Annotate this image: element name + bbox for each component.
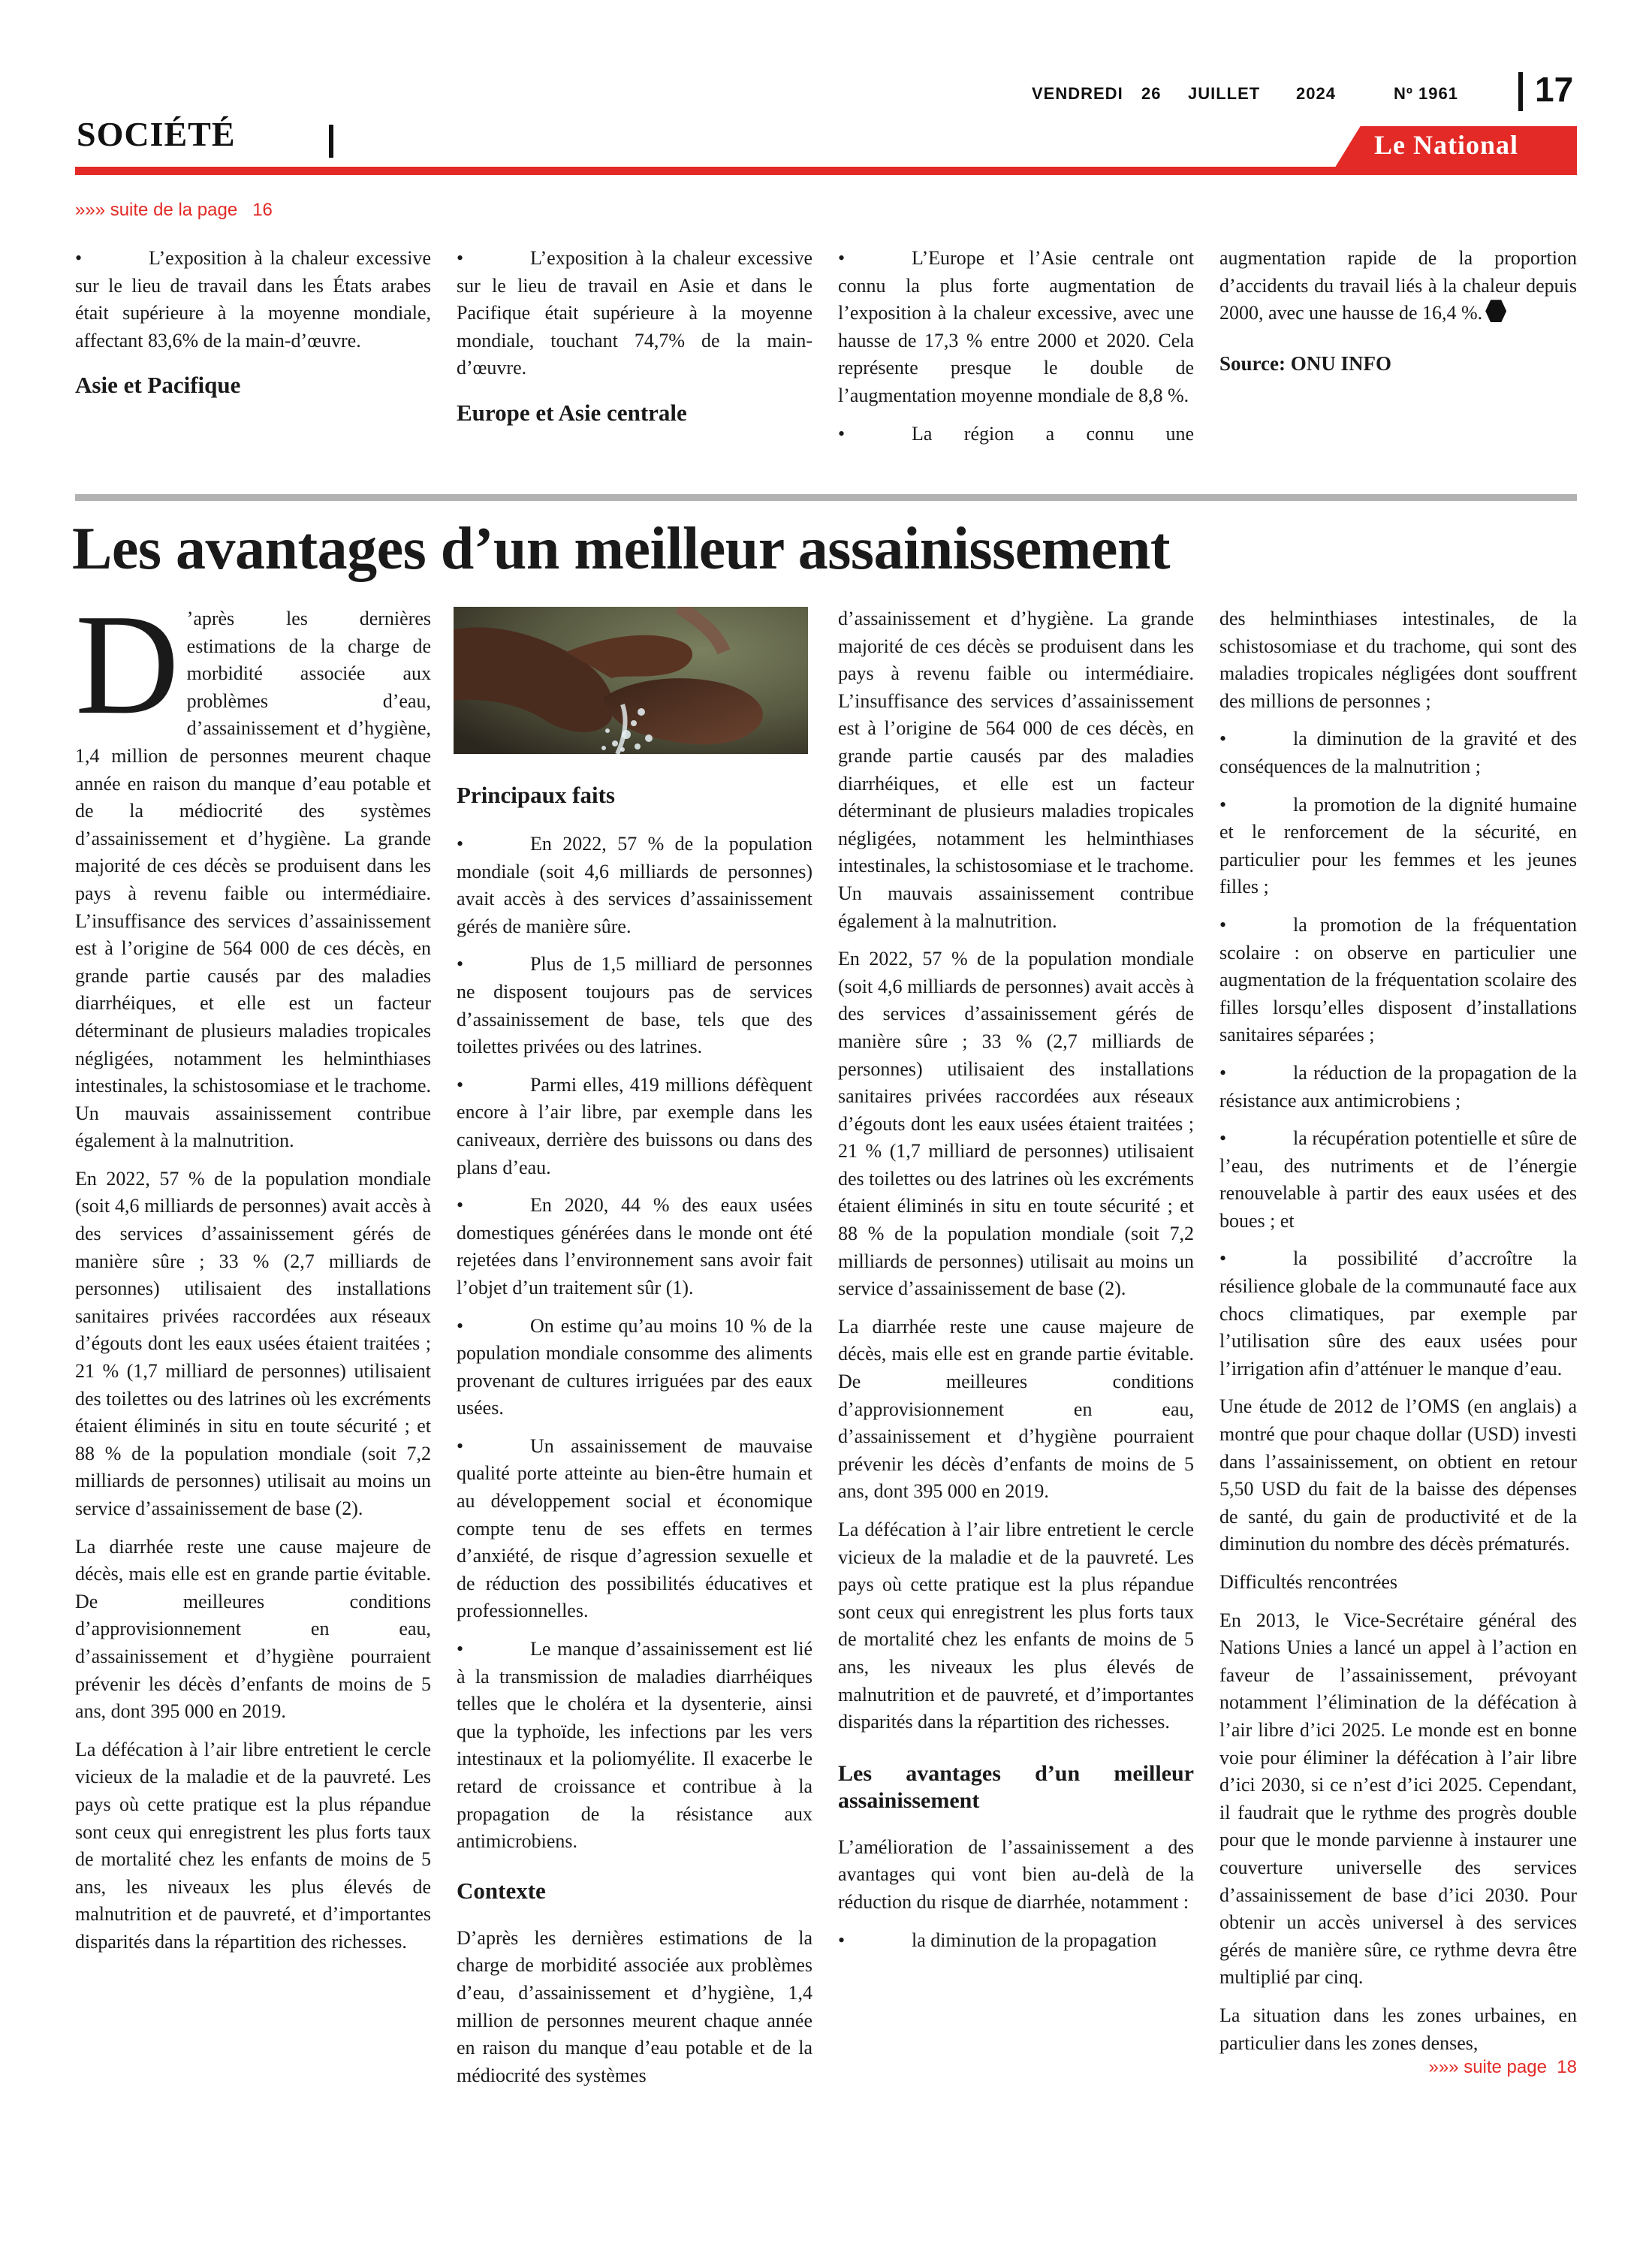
continued-on-ref[interactable] bbox=[1219, 2057, 1577, 2078]
section-rule bbox=[75, 494, 1577, 501]
bullet-text: Un assainissement de mauvaise qualité porte atteinte au bien-être humain et au développement social et économique compte tenu de ses effets en termes d’anxiété, de risque d’agression sexuelle et de réduction des possibilités éducatives et professionnelles. bbox=[457, 1434, 812, 1622]
fact-bullet bbox=[457, 831, 812, 940]
date-day: VENDREDI bbox=[1032, 84, 1123, 103]
brand-name: Le National bbox=[1374, 130, 1519, 160]
top-column-3 bbox=[838, 245, 1194, 458]
issue-number: Nº 1961 bbox=[1394, 84, 1458, 103]
section-divider bbox=[329, 125, 333, 158]
benefit-bullet bbox=[838, 1927, 1194, 1955]
bullet-text: Plus de 1,5 milliard de personnes ne disposent toujours pas de services d’assainissement de base, tels que des toilettes privées ou des latrines. bbox=[457, 953, 812, 1058]
bullet-marker: • bbox=[457, 1434, 464, 1457]
bullet-marker: • bbox=[457, 1073, 464, 1096]
end-mark-icon bbox=[1485, 300, 1506, 322]
bullet-marker: • bbox=[457, 247, 464, 269]
article-headline: Les avantages d’un meilleur assainissement bbox=[72, 516, 1171, 582]
bullet-paragraph bbox=[838, 245, 1194, 410]
bullet-marker: • bbox=[1219, 1247, 1227, 1270]
top-column-1 bbox=[75, 245, 431, 400]
paragraph: En 2022, 57 % de la population mondiale (soit 4,6 milliards de personnes) avait accès à des services d’assainissement gérés de manière sûre ; 33 % (2,7 milliards de personnes) utilisaient des installations sanitaires privées raccordées aux réseaux d’égouts dont les eaux usées étaient traitées ; 21 % (1,7 milliard de personnes) utilisaient des toilettes ou des latrines où les excréments étaient éliminés in situ en toute sécurité ; et 88 % de la population mondiale (soit 7,2 milliards de personnes) utilisait au moins un service d’assainissement de base (2). bbox=[75, 1167, 431, 1519]
bullet-text: la diminution de la propagation bbox=[912, 1929, 1157, 1951]
drop-cap: D bbox=[75, 584, 179, 744]
paragraph-text: ’après les dernières estimations de la charge de morbidité associée aux problèmes d’eau, d’assainissement et d’hygiène, 1,4 million de personnes meurent chaque année en raison du manque d’eau potable et de la médiocrité des systèmes d’assainissement et d’hygiène. La grande majorité de ces décès se produisent dans les pays à revenu faible ou intermédiaire. L’insuffisance des services d’assainissement est à l’origine de 564 000 de ces décès, en grande partie causés par des maladies diarrhéiques, et elle est un facteur déterminant de plusieurs maladies tropicales négligées, notamment les helminthiases intestinales, la schistosomiase et le trachome. Un mauvais assainissement contribue également à la malnutrition. bbox=[75, 608, 431, 1152]
bullet-text: la diminution de la gravité et des conséquences de la malnutrition ; bbox=[1219, 728, 1577, 777]
bullet-text: la promotion de la dignité humaine et le renforcement de la sécurité, en particulier pour les femmes et les jeunes filles ; bbox=[1219, 793, 1577, 898]
continuation-label: »»» suite de la page bbox=[75, 200, 238, 220]
bullet-text: On estime qu’au moins 10 % de la population mondiale consomme des aliments provenant de cultures irriguées par des eaux usées. bbox=[457, 1314, 812, 1419]
subheading: Asie et Pacifique bbox=[75, 372, 241, 399]
bullet-paragraph bbox=[75, 245, 431, 354]
date-month: JUILLET bbox=[1188, 84, 1261, 103]
paragraph: D’après les dernières estimations de la charge de morbidité associée aux problèmes d’eau, d’assainissement et d’hygiène, 1,4 million de personnes meurent chaque année en raison du manque d’eau potable et de la médiocrité des systèmes bbox=[457, 1926, 812, 2086]
bullet-text: Parmi elles, 419 millions défèquent encore à l’air libre, par exemple dans les caniveaux, derrière des buissons ou dans des plans d’eau. bbox=[457, 1073, 812, 1178]
date-number: 26 bbox=[1141, 84, 1162, 103]
bullet-text: la promotion de la fréquentation scolaire : on observe en particulier une augmentation de la fréquentation scolaire des filles lorsqu’elles disposent d’installations sanitaires séparées ; bbox=[1219, 913, 1577, 1046]
bullet-marker: • bbox=[838, 1929, 846, 1951]
article-column-1 bbox=[75, 584, 431, 1967]
bullet-marker: • bbox=[457, 953, 464, 976]
bullet-text: la possibilité d’accroître la résilience globale de la communauté face aux chocs climatiques, par exemple par l’utilisation sûre des eaux usées pour l’irrigation afin d’atténuer le manque d’eau. bbox=[1219, 1247, 1577, 1380]
lead-paragraph bbox=[75, 584, 431, 1155]
bullet-text: L’exposition à la chaleur excessive sur le lieu de travail en Asie et dans le Pacifique était supérieure à la moyenne mondiale, touchant 74,7% de la main-d’œuvre. bbox=[457, 247, 812, 379]
subheading-benefits: Les avantages d’un meilleur assainissement bbox=[838, 1760, 1194, 1813]
hands-under-tap-image bbox=[454, 607, 808, 754]
bullet-text: L’exposition à la chaleur excessive sur le lieu de travail dans les États arabes était supérieure à la moyenne mondiale, affectant 83,6% de la main-d’œuvre. bbox=[75, 247, 431, 351]
page-number-divider bbox=[1518, 72, 1523, 111]
bullet-text: Le manque d’assainissement est lié à la transmission de maladies diarrhéiques telles que le choléra et la dysenterie, ainsi que la typhoïde, les infections par les vers intestinaux et la poliomyélite. Il exacerbe le retard de croissance et contribue à la propagation de la résistance aux antimicrobiens. bbox=[457, 1638, 812, 1853]
bullet-marker: • bbox=[838, 422, 846, 445]
section-title: SOCIÉTÉ bbox=[77, 115, 236, 153]
source-credit: Source: ONU INFO bbox=[1219, 351, 1391, 375]
article-column-3 bbox=[838, 605, 1194, 1965]
paragraph: La défécation à l’air libre entretient le cercle vicieux de la maladie et de la pauvreté. Les pays où cette pratique est la plus répandue sont ceux qui enregistrent les plus forts taux de mortalité chez les enfants de moins de 5 ans, les niveaux les plus élevés de malnutrition et de pauvreté, et d’importantes disparités dans la répartition des richesses. bbox=[75, 1738, 431, 1953]
paragraph: des helminthiases intestinales, de la schistosomiase et du trachome, qui sont des maladies tropicales négligées dont souffrent des millions de personnes ; bbox=[1219, 608, 1577, 712]
fact-bullet bbox=[457, 1636, 812, 1856]
paragraph: L’amélioration de l’assainissement a des avantages qui vont bien au-delà de la réduction du risque de diarrhée, notamment : bbox=[838, 1835, 1194, 1913]
bullet-marker: • bbox=[1219, 913, 1227, 936]
fact-bullet bbox=[457, 1192, 812, 1301]
bullet-marker: • bbox=[838, 247, 846, 269]
paragraph: La diarrhée reste une cause majeure de décès, mais elle est en grande partie évitable. De meilleures conditions d’approvisionnement en eau, d’assainissement et d’hygiène pourraient prévenir les décès d’enfants de moins de 5 ans, dont 395 000 en 2019. bbox=[838, 1315, 1194, 1503]
paragraph: d’assainissement et d’hygiène. La grande majorité de ces décès se produisent dans les pays à revenu faible ou intermédiaire. L’insuffisance des services d’assainissement est à l’origine de 564 000 de ces décès, en grande partie causés par des maladies diarrhéiques, et elle est un facteur déterminant de plusieurs maladies tropicales négligées, notamment les helminthiases intestinales, la schistosomiase et le trachome. Un mauvais assainissement contribue également à la malnutrition. bbox=[838, 608, 1194, 932]
bullet-text: En 2022, 57 % de la population mondiale (soit 4,6 milliards de personnes) avait accès à des services d’assainissement gérés de manière sûre. bbox=[457, 833, 812, 937]
continued-page: 18 bbox=[1557, 2057, 1577, 2078]
bullet-marker: • bbox=[457, 1638, 464, 1660]
benefit-bullet bbox=[1219, 792, 1577, 901]
bullet-text: la récupération potentielle et sûre de l’eau, des nutriments et de l’énergie renouvelable à partir des eaux usées et des boues ; et bbox=[1219, 1127, 1577, 1232]
continuation-ref[interactable] bbox=[75, 200, 273, 221]
benefit-bullet bbox=[1219, 1245, 1577, 1383]
bullet-marker: • bbox=[75, 247, 83, 269]
continuation-page: 16 bbox=[252, 200, 273, 220]
paragraph: La diarrhée reste une cause majeure de décès, mais elle est en grande partie évitable. De meilleures conditions d’approvisionnement en eau, d’assainissement et d’hygiène pourraient prévenir les décès d’enfants de moins de 5 ans, dont 395 000 en 2019. bbox=[75, 1535, 431, 1723]
paragraph bbox=[1219, 245, 1577, 327]
page-number: 17 bbox=[1535, 70, 1574, 109]
fact-bullet bbox=[457, 951, 812, 1060]
bullet-marker: • bbox=[457, 1314, 464, 1337]
header-rule bbox=[75, 167, 1577, 175]
benefit-bullet bbox=[1219, 1125, 1577, 1235]
bullet-paragraph bbox=[838, 421, 1194, 448]
paragraph: En 2013, le Vice-Secrétaire général des Nations Unies a lancé un appel à l’action en faveur de l’assainissement, prévoyant notamment l’élimination de la défécation à l’air libre d’ici 2025. Le monde est en bonne voie pour éliminer la défécation à l’air libre d’ici 2030, si ce n’est d’ici 2025. Cependant, il faudrait que le rythme des progrès double pour que le monde parvienne à instaurer une couverture universelle des services d’assainissement de base d’ici 2030. Pour obtenir un accès universel à des services gérés de manière sûre, ce rythme devra être multiplié par cinq. bbox=[1219, 1609, 1577, 1989]
bullet-text: la réduction de la propagation de la résistance aux antimicrobiens ; bbox=[1219, 1061, 1577, 1111]
bullet-text: L’Europe et l’Asie centrale ont connu la plus forte augmentation de l’exposition à la chaleur excessive, avec une hausse de 17,3 % entre 2000 et 2020. Cela représente presque le double de l’augmentation moyenne mondiale de 8,8 %. bbox=[838, 247, 1194, 406]
subheading: Europe et Asie centrale bbox=[457, 399, 687, 426]
paragraph: En 2022, 57 % de la population mondiale (soit 4,6 milliards de personnes) avait accès à des services d’assainissement gérés de manière sûre ; 33 % (2,7 milliards de personnes) utilisaient des installations sanitaires privées raccordées aux réseaux d’égouts dont les eaux usées étaient traitées ; 21 % (1,7 milliard de personnes) utilisaient des toilettes ou des latrines où les excréments étaient éliminés in situ en toute sécurité ; et 88 % de la population mondiale (soit 7,2 milliards de personnes) utilisait au moins un service d’assainissement de base (2). bbox=[838, 948, 1194, 1300]
continued-label: »»» suite page bbox=[1428, 2057, 1547, 2078]
fact-bullet bbox=[457, 1433, 812, 1625]
date-year: 2024 bbox=[1296, 84, 1336, 103]
paragraph: La situation dans les zones urbaines, en particulier dans les zones denses, bbox=[1219, 2004, 1577, 2054]
bullet-marker: • bbox=[457, 833, 464, 855]
paragraph-text: augmentation rapide de la proportion d’accidents du travail liés à la chaleur depuis 2000, avec une hausse de 16,4 %. bbox=[1219, 247, 1577, 324]
bullet-marker: • bbox=[1219, 1127, 1227, 1150]
bullet-marker: • bbox=[1219, 793, 1227, 816]
paragraph: Une étude de 2012 de l’OMS (en anglais) a montré que pour chaque dollar (USD) investi dans l’assainissement, on obtient en retour 5,50 USD du fait de la baisse des dépenses de santé, du gain de productivité et de la diminution du nombre des décès prématurés. bbox=[1219, 1395, 1577, 1555]
bullet-marker: • bbox=[457, 1194, 464, 1217]
fact-bullet bbox=[457, 1313, 812, 1422]
article-column-4 bbox=[1219, 605, 1577, 2078]
subheading-context: Contexte bbox=[457, 1877, 546, 1904]
benefit-bullet bbox=[1219, 1060, 1577, 1114]
top-column-4 bbox=[1219, 245, 1577, 377]
top-column-2 bbox=[457, 245, 812, 427]
bullet-text: La région a connu une bbox=[912, 422, 1194, 445]
bullet-marker: • bbox=[1219, 1061, 1227, 1084]
article-photo bbox=[454, 607, 808, 754]
article-column-2 bbox=[457, 781, 812, 2100]
paragraph: La défécation à l’air libre entretient le cercle vicieux de la maladie et de la pauvreté. Les pays où cette pratique est la plus répandue sont ceux qui enregistrent les plus forts taux de mortalité chez les enfants de moins de 5 ans, les niveaux les plus élevés de malnutrition et de pauvreté, et d’importantes disparités dans la répartition des richesses. bbox=[838, 1519, 1194, 1733]
benefit-bullet bbox=[1219, 912, 1577, 1049]
benefit-bullet bbox=[1219, 725, 1577, 780]
fact-bullet bbox=[457, 1072, 812, 1181]
subheading-key-facts: Principaux faits bbox=[457, 782, 615, 808]
bullet-paragraph bbox=[457, 245, 812, 382]
bullet-text: En 2020, 44 % des eaux usées domestiques générées dans le monde ont été rejetées dans l’environnement sans avoir fait l’objet d’un traitement sûr (1). bbox=[457, 1194, 812, 1298]
paragraph-subhead: Difficultés rencontrées bbox=[1219, 1571, 1398, 1593]
bullet-marker: • bbox=[1219, 728, 1227, 750]
